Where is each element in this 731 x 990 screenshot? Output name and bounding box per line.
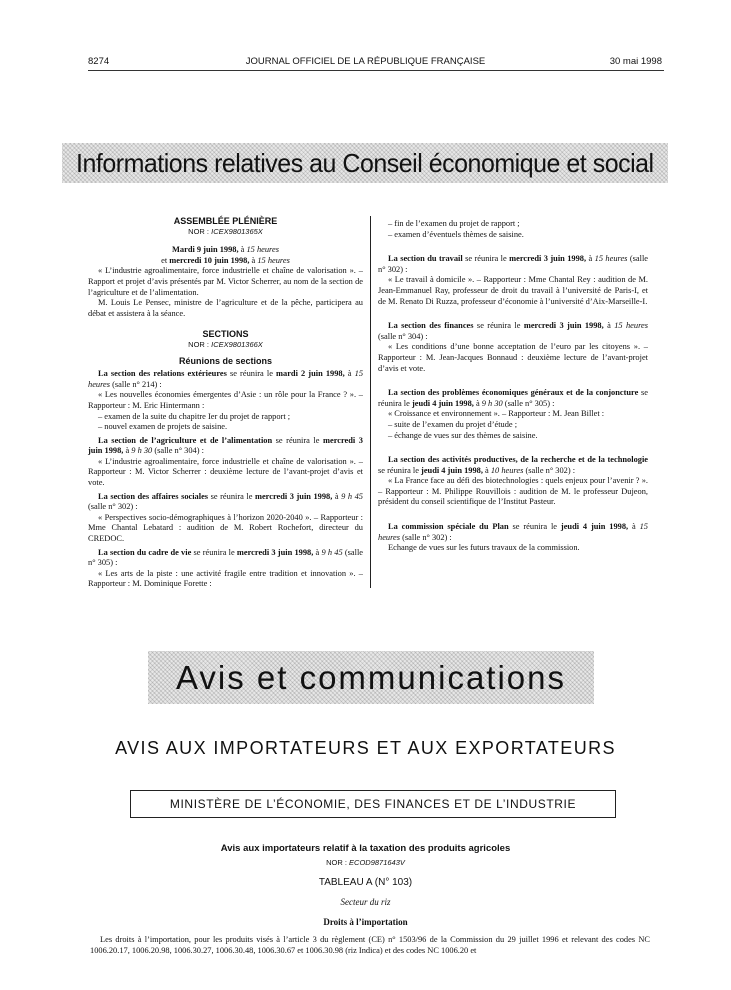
banner-avis-text: Avis et communications <box>175 658 567 696</box>
section-name: La commission spéciale du Plan <box>388 522 509 532</box>
section-paragraph: « Le travail à domicile ». – Rapporteur : Mme Chantal Rey : audition de M. Jean-Emmanuel Ray, professeur de droit du travail à l’université de Paris-I, et de M. Renato Di Ruzza, professeur d’économie à l’université d’Aix-Marseille-I. <box>378 275 648 306</box>
section-entry <box>378 388 648 409</box>
text: se réunira le <box>191 547 237 557</box>
section-paragraph: « Les conditions d’une bonne acceptation de l’euro par les citoyens ». – Rapporteur : M. Jean-Jacques Bonnaud : deuxième lecture de l’avant-projet d’avis et vote. <box>378 342 648 373</box>
section-paragraph: « La France face au défi des biotechnologies : quels enjeux pour l’avenir ? ». – Rapporteur : M. Philippe Rouvillois : audition de M. le professeur Dujeon, président du conseil scientifique de l’Institut Pasteur. <box>378 476 648 507</box>
reunions-heading: Réunions de sections <box>178 355 273 366</box>
notice-title: Avis aux importateurs relatif à la taxation des produits agricoles <box>220 843 511 854</box>
room: (salle n° 304) : <box>378 331 428 341</box>
section-name: La section des finances <box>388 321 474 331</box>
date-bold: Mardi 9 juin 1998, <box>172 245 239 255</box>
section-paragraph: « L’industrie agroalimentaire, force industrielle et chaîne de valorisation ». – Rapporteur : M. Victor Scherrer : deuxième lecture de l’avant-projet d’avis et vote. <box>88 456 363 488</box>
meeting-time: 15 heures <box>614 321 648 331</box>
text: à <box>628 522 640 532</box>
section-entry <box>378 455 648 476</box>
text: se réunira le <box>508 522 561 532</box>
room: (salle n° 214) : <box>110 379 162 389</box>
journal-title: JOURNAL OFFICIEL DE LA RÉPUBLIQUE FRANÇAISE <box>245 56 486 67</box>
room: (salle n° 302) : <box>378 254 648 274</box>
notice-nor <box>60 858 671 867</box>
meeting-time: 15 heures <box>594 254 628 264</box>
text: à <box>473 398 482 408</box>
section-name: La section du travail <box>388 254 463 264</box>
text: à <box>586 254 595 264</box>
meeting-time: 15 heures <box>88 369 363 389</box>
text: à <box>332 491 342 501</box>
section-entry <box>378 254 648 275</box>
room: (salle n° 302) : <box>523 465 576 475</box>
avis-title: AVIS AUX IMPORTATEURS ET AUX EXPORTATEURS <box>115 738 616 758</box>
section-name: La section des activités productives, de la recherche et de la technologie <box>388 455 648 465</box>
notice-body: Les droits à l’importation, pour les produits visés à l’article 3 du règlement (CE) n° 1503/96 de la Commission du 29 juillet 1996 et relevant des codes NC 1006.20.17, 1006.20.98, 1006.30.27, 1006.30.48, 1006.30.67 et 1006.30.98 (riz Indica) et des codes NC 1006.20 et <box>90 935 650 955</box>
section-paragraph: – échange de vues sur des thèmes de saisine. <box>388 430 538 440</box>
meeting-date: mercredi 3 juin 1998, <box>88 435 363 456</box>
issue-date: 30 mai 1998 <box>609 56 662 67</box>
date-time: 15 heures <box>257 255 290 265</box>
section-name: La section des affaires sociales <box>98 491 209 501</box>
date-time: 15 heures <box>246 245 279 255</box>
meeting-time: 9 h 45 <box>341 491 363 501</box>
assembly-date-2 <box>88 256 363 267</box>
section-paragraph: – fin de l’examen du projet de rapport ; <box>388 219 520 228</box>
room: (salle n° 302) : <box>88 502 138 512</box>
section-paragraph: – examen de la suite du chapitre Ier du projet de rapport ; <box>98 411 291 421</box>
sections-nor <box>88 340 363 351</box>
meeting-time: 15 heures <box>378 522 648 542</box>
section-entry <box>378 522 648 543</box>
section-name: La section du cadre de vie <box>98 547 192 557</box>
section-entry <box>88 548 363 569</box>
room: (salle n° 304) : <box>152 446 204 456</box>
text: se réunira le <box>378 465 422 475</box>
text: se réunira le <box>226 369 277 379</box>
nor-code: ICEX9801365X <box>211 226 263 236</box>
section-paragraph: « Croissance et environnement ». – Rapporteur : M. Jean Billet : <box>388 409 605 419</box>
assembly-heading: ASSEMBLÉE PLÉNIÈRE <box>173 216 278 226</box>
meeting-time: 9 h 30 <box>131 446 153 456</box>
section-entry <box>378 321 648 342</box>
ministry-name: MINISTÈRE DE L’ÉCONOMIE, DES FINANCES ET DE L’INDUSTRIE <box>169 797 577 811</box>
text: à <box>482 465 491 475</box>
assembly-nor <box>88 227 363 238</box>
text: se réunira le <box>462 254 510 264</box>
droits-heading: Droits à l’importation <box>323 917 408 927</box>
date-prefix: et <box>161 255 170 265</box>
text: à <box>313 547 322 557</box>
text: à <box>603 321 615 331</box>
nor-code: ECOD9871643V <box>349 858 405 867</box>
section-paragraph: « Les nouvelles économies émergentes d’Asie : un rôle pour la France ? ». – Rapporteur : M. Eric Hintermann : <box>88 390 363 410</box>
section-name: La section de l’agriculture et de l’alimentation <box>98 435 273 445</box>
section-name: La section des relations extérieures <box>98 369 227 379</box>
meeting-time: 9 h 30 <box>481 398 503 408</box>
section-paragraph: « Perspectives socio-démographiques à l’horizon 2020-2040 ». – Rapporteur : Mme Chantal Lebatard : audition de M. Robert Rochefort, directeur du CREDOC. <box>88 512 363 544</box>
banner-conseil-economique <box>62 143 668 183</box>
text: se réunira le <box>473 321 524 331</box>
meeting-date: jeudi 4 juin 1998, <box>421 465 483 475</box>
page-number: 8274 <box>88 56 110 67</box>
meeting-date: mercredi 3 juin 1998, <box>236 547 314 557</box>
section-paragraph: « Les arts de la piste : une activité fragile entre tradition et innovation ». – Rapporteur : M. Dominique Forette : <box>88 568 363 589</box>
room: (salle n° 305) : <box>88 547 363 568</box>
section-paragraph: – nouvel examen de projets de saisine. <box>98 422 228 432</box>
date-rest: à <box>249 255 258 265</box>
section-name: La section des problèmes économiques généraux et de la conjoncture <box>388 388 639 398</box>
sections-heading: SECTIONS <box>202 329 249 340</box>
section-entry <box>88 492 363 513</box>
meeting-date: mercredi 3 juin 1998, <box>509 254 587 264</box>
nor-label: NOR : <box>188 226 210 236</box>
ministry-box <box>130 790 616 818</box>
room: (salle n° 305) : <box>502 398 555 408</box>
date-rest: à <box>238 245 247 255</box>
text: se réunira le <box>208 491 255 501</box>
meeting-date: jeudi 4 juin 1998, <box>411 398 474 408</box>
right-column <box>378 219 648 554</box>
nor-code: ICEX9801366X <box>211 339 263 349</box>
text: se réunira le <box>378 388 648 408</box>
nor-label: NOR : <box>326 858 347 867</box>
meeting-date: jeudi 4 juin 1998, <box>560 522 629 532</box>
assembly-paragraph: « L’industrie agroalimentaire, force industrielle et chaîne de valorisation ». – Rapport et projet d’avis présentés par M. Victor Scherrer, au nom de la section de l’agriculture et de l’alimentation. <box>88 266 363 297</box>
sector-label: Secteur du riz <box>340 897 391 907</box>
meeting-time: 9 h 45 <box>321 547 343 557</box>
left-column <box>88 216 363 590</box>
nor-label: NOR : <box>188 339 210 349</box>
meeting-date: mercredi 3 juin 1998, <box>254 491 333 501</box>
meeting-date: mercredi 3 juin 1998, <box>523 321 604 331</box>
section-paragraph: Echange de vues sur les futurs travaux de la commission. <box>388 543 580 553</box>
room: (salle n° 302) : <box>400 532 452 542</box>
section-entry <box>88 436 363 457</box>
text: à <box>123 446 132 456</box>
banner-avis-communications <box>148 651 594 704</box>
header-rule <box>88 70 664 71</box>
column-divider <box>370 216 371 588</box>
date-bold: mercredi 10 juin 1998, <box>169 255 250 265</box>
assembly-paragraph: M. Louis Le Pensec, ministre de l’agriculture et de la pêche, participera au débat et assistera à la séance. <box>88 298 363 318</box>
meeting-time: 10 heures <box>490 465 524 475</box>
text: se réunira le <box>272 435 324 445</box>
assembly-date-1 <box>88 245 363 256</box>
table-label: TABLEAU A (N° 103) <box>318 877 413 888</box>
banner-conseil-text: Informations relatives au Conseil économique et social <box>76 147 654 178</box>
text: à <box>344 369 355 379</box>
section-paragraph: – examen d’éventuels thèmes de saisine. <box>388 229 524 239</box>
section-paragraph: – suite de l’examen du projet d’étude ; <box>388 419 518 429</box>
meeting-date: mardi 2 juin 1998, <box>276 369 345 379</box>
section-entry <box>88 369 363 390</box>
